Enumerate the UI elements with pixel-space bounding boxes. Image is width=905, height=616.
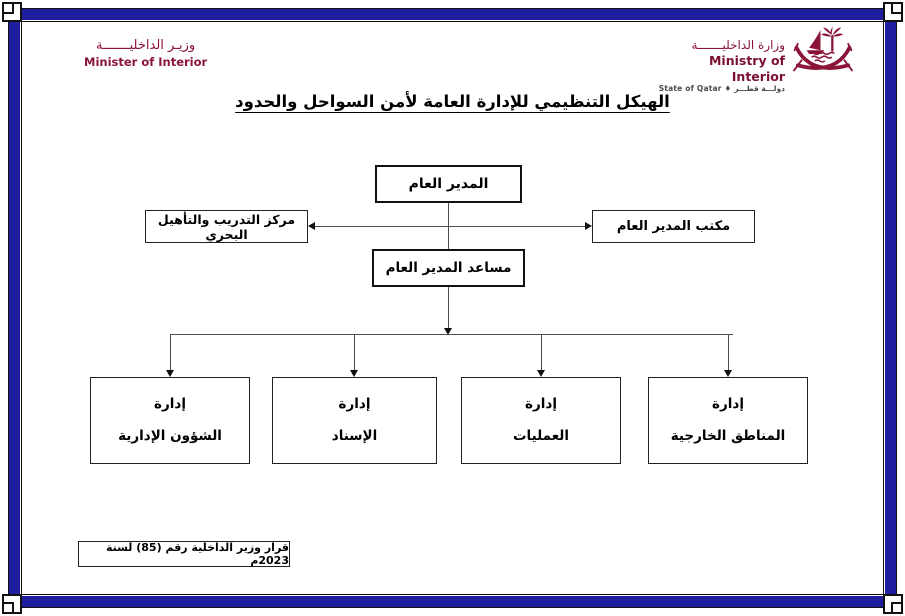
box-department-operations <box>461 377 621 464</box>
box-director-general: المدير العام <box>375 165 522 203</box>
arrow-left-icon <box>308 222 315 230</box>
ministry-logo-tagline: State of Qatar ♦ دولـــة قطـــر <box>658 84 785 94</box>
department-prefix: إدارة <box>525 396 557 413</box>
box-department-admin-affairs <box>90 377 250 464</box>
arrow-right-icon <box>585 222 592 230</box>
minister-logo-english: Minister of Interior <box>84 54 208 69</box>
minister-logo <box>84 38 207 70</box>
ministry-logo-english: Ministry of Interior <box>708 53 785 84</box>
department-name: العمليات <box>512 428 570 444</box>
qatar-moi-emblem-icon <box>791 25 855 87</box>
arrow-down-icon <box>537 370 545 377</box>
connector-dept-drop <box>170 334 171 371</box>
department-prefix: إدارة <box>712 396 744 413</box>
arrow-down-icon <box>724 370 732 377</box>
connector-assistant-down <box>448 287 449 329</box>
department-name: المناطق الخارجية <box>670 428 786 444</box>
box-training-center: مركز التدريب والتأهيل البحري <box>145 210 308 243</box>
department-prefix: إدارة <box>338 396 371 413</box>
connector-departments-bus <box>170 334 733 335</box>
connector-side-offices <box>310 226 590 227</box>
box-department-external-areas <box>648 377 808 464</box>
department-name: الشؤون الإدارية <box>118 428 222 444</box>
connector-dept-drop <box>728 334 729 371</box>
frame-corner-ornament <box>2 2 22 22</box>
department-prefix: إدارة <box>154 396 186 413</box>
arrow-down-icon <box>350 370 358 377</box>
ministry-logo-text <box>655 38 785 93</box>
ministry-logo-arabic: وزارة الداخليـــــــة <box>691 38 785 52</box>
minister-logo-arabic: وزيـر الداخليـــــــة <box>95 38 196 53</box>
frame-corner-ornament <box>2 594 22 614</box>
frame-corner-ornament <box>883 2 903 22</box>
decree-note: قرار وزير الداخلية رقم (85) لسنة 2023م <box>78 541 290 567</box>
box-director-office: مكتب المدير العام <box>592 210 755 243</box>
connector-dept-drop <box>354 334 355 371</box>
department-name: الإسناد <box>331 428 378 444</box>
connector-dept-drop <box>541 334 542 371</box>
page-title: الهيكل التنظيمي للإدارة العامة لأمن السواحل والحدود <box>235 92 670 111</box>
box-department-support <box>272 377 437 464</box>
frame-corner-ornament <box>883 594 903 614</box>
box-assistant-director: مساعد المدير العام <box>372 249 525 287</box>
arrow-down-icon <box>166 370 174 377</box>
